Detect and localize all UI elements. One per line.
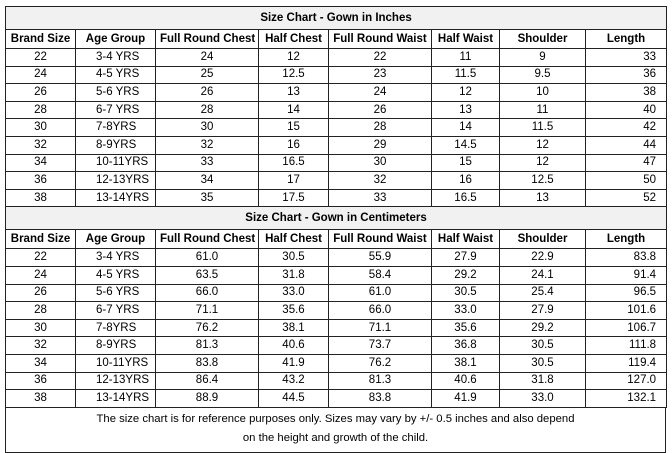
table-cell: 30.5 xyxy=(500,354,586,372)
table-cell: 28 xyxy=(156,101,259,119)
table-cell: 24 xyxy=(6,266,76,284)
table-cell: 10-11YRS xyxy=(76,154,156,172)
table-cell: 8-9YRS xyxy=(76,337,156,355)
table-cell: 30 xyxy=(6,319,76,337)
centimeters-section xyxy=(6,207,667,407)
table-cell: 11 xyxy=(500,101,586,119)
table-cell: 13 xyxy=(432,101,500,119)
table-cell: 111.8 xyxy=(586,337,667,355)
table-cell: 12-13YRS xyxy=(76,172,156,190)
table-cell: 101.6 xyxy=(586,302,667,320)
table-cell: 36 xyxy=(586,66,667,84)
table-cell: 24 xyxy=(6,66,76,84)
header-full-round-waist: Full Round Waist xyxy=(329,230,432,249)
table-cell: 9 xyxy=(500,49,586,67)
table-cell: 26 xyxy=(329,101,432,119)
table-cell: 40 xyxy=(586,101,667,119)
table-cell: 38 xyxy=(6,390,76,408)
table-cell: 106.7 xyxy=(586,319,667,337)
table-cell: 17.5 xyxy=(259,189,329,207)
table-cell: 27.9 xyxy=(500,302,586,320)
table-cell: 32 xyxy=(6,136,76,154)
table-cell: 66.0 xyxy=(156,284,259,302)
table-row xyxy=(6,302,667,320)
table-cell: 40.6 xyxy=(432,372,500,390)
table-cell: 12 xyxy=(432,84,500,102)
table-row xyxy=(6,337,667,355)
table-cell: 35 xyxy=(156,189,259,207)
table-row xyxy=(6,66,667,84)
table-cell: 12-13YRS xyxy=(76,372,156,390)
table-row xyxy=(6,136,667,154)
table-row xyxy=(6,390,667,408)
table-cell: 26 xyxy=(6,284,76,302)
table-row xyxy=(6,249,667,267)
header-half-chest: Half Chest xyxy=(259,230,329,249)
table-cell: 3-4 YRS xyxy=(76,249,156,267)
table-cell: 16.5 xyxy=(432,189,500,207)
table-cell: 83.8 xyxy=(586,249,667,267)
header-age-group: Age Group xyxy=(76,230,156,249)
table-row xyxy=(6,354,667,372)
table-cell: 13-14YRS xyxy=(76,189,156,207)
table-cell: 36.8 xyxy=(432,337,500,355)
table-cell: 71.1 xyxy=(156,302,259,320)
table-cell: 33.0 xyxy=(259,284,329,302)
table-cell: 30 xyxy=(6,119,76,137)
table-cell: 61.0 xyxy=(329,284,432,302)
table-cell: 12 xyxy=(500,154,586,172)
table-cell: 41.9 xyxy=(432,390,500,408)
table-cell: 11.5 xyxy=(432,66,500,84)
table-cell: 10-11YRS xyxy=(76,354,156,372)
size-chart-table xyxy=(5,6,667,408)
table-cell: 71.1 xyxy=(329,319,432,337)
table-cell: 63.5 xyxy=(156,266,259,284)
table-cell: 6-7 YRS xyxy=(76,101,156,119)
table-row xyxy=(6,266,667,284)
table-cell: 24 xyxy=(329,84,432,102)
disclaimer-line-1: The size chart is for reference purposes only. Sizes may vary by +/- 0.5 inches and also depend xyxy=(96,412,575,425)
table-cell: 28 xyxy=(6,302,76,320)
table-cell: 30.5 xyxy=(432,284,500,302)
table-cell: 6-7 YRS xyxy=(76,302,156,320)
header-shoulder: Shoulder xyxy=(500,230,586,249)
table-cell: 50 xyxy=(586,172,667,190)
table-cell: 40.6 xyxy=(259,337,329,355)
table-cell: 12.5 xyxy=(259,66,329,84)
table-cell: 22.9 xyxy=(500,249,586,267)
table-cell: 42 xyxy=(586,119,667,137)
table-cell: 41.9 xyxy=(259,354,329,372)
table-cell: 8-9YRS xyxy=(76,136,156,154)
table-cell: 10 xyxy=(500,84,586,102)
table-cell: 30 xyxy=(156,119,259,137)
table-row xyxy=(6,101,667,119)
header-half-waist: Half Waist xyxy=(432,30,500,49)
table-cell: 23 xyxy=(329,66,432,84)
table-cell: 47 xyxy=(586,154,667,172)
table-cell: 38 xyxy=(6,189,76,207)
table-cell: 32 xyxy=(156,136,259,154)
table-cell: 22 xyxy=(329,49,432,67)
centimeters-title: Size Chart - Gown in Centimeters xyxy=(6,207,667,230)
table-cell: 81.3 xyxy=(329,372,432,390)
table-cell: 38 xyxy=(586,84,667,102)
table-row xyxy=(6,84,667,102)
inches-section xyxy=(6,7,667,207)
table-cell: 32 xyxy=(329,172,432,190)
table-cell: 7-8YRS xyxy=(76,319,156,337)
table-cell: 43.2 xyxy=(259,372,329,390)
table-cell: 132.1 xyxy=(586,390,667,408)
table-cell: 4-5 YRS xyxy=(76,266,156,284)
table-cell: 76.2 xyxy=(329,354,432,372)
table-row xyxy=(6,319,667,337)
table-cell: 55.9 xyxy=(329,249,432,267)
table-cell: 9.5 xyxy=(500,66,586,84)
table-cell: 7-8YRS xyxy=(76,119,156,137)
table-cell: 83.8 xyxy=(329,390,432,408)
table-cell: 34 xyxy=(6,354,76,372)
table-cell: 13-14YRS xyxy=(76,390,156,408)
table-cell: 31.8 xyxy=(259,266,329,284)
table-row xyxy=(6,189,667,207)
header-half-waist: Half Waist xyxy=(432,230,500,249)
table-cell: 36 xyxy=(6,172,76,190)
table-row xyxy=(6,119,667,137)
header-full-round-chest: Full Round Chest xyxy=(156,30,259,49)
header-brand-size: Brand Size xyxy=(6,30,76,49)
table-cell: 22 xyxy=(6,49,76,67)
table-cell: 12.5 xyxy=(500,172,586,190)
table-cell: 14 xyxy=(259,101,329,119)
table-cell: 28 xyxy=(6,101,76,119)
table-cell: 66.0 xyxy=(329,302,432,320)
table-row xyxy=(6,284,667,302)
table-row xyxy=(6,372,667,390)
table-cell: 44.5 xyxy=(259,390,329,408)
table-cell: 12 xyxy=(500,136,586,154)
table-cell: 27.9 xyxy=(432,249,500,267)
table-cell: 15 xyxy=(259,119,329,137)
centimeters-header-row xyxy=(6,230,667,249)
table-cell: 5-6 YRS xyxy=(76,84,156,102)
table-cell: 88.9 xyxy=(156,390,259,408)
table-cell: 34 xyxy=(156,172,259,190)
table-cell: 38.1 xyxy=(259,319,329,337)
table-cell: 3-4 YRS xyxy=(76,49,156,67)
inches-title: Size Chart - Gown in Inches xyxy=(6,7,667,30)
table-cell: 28 xyxy=(329,119,432,137)
table-cell: 35.6 xyxy=(259,302,329,320)
header-age-group: Age Group xyxy=(76,30,156,49)
table-cell: 33 xyxy=(329,189,432,207)
header-shoulder: Shoulder xyxy=(500,30,586,49)
table-cell: 25.4 xyxy=(500,284,586,302)
table-cell: 30.5 xyxy=(259,249,329,267)
header-brand-size: Brand Size xyxy=(6,230,76,249)
table-cell: 26 xyxy=(6,84,76,102)
table-cell: 127.0 xyxy=(586,372,667,390)
table-cell: 83.8 xyxy=(156,354,259,372)
table-cell: 96.5 xyxy=(586,284,667,302)
table-cell: 14 xyxy=(432,119,500,137)
table-cell: 5-6 YRS xyxy=(76,284,156,302)
table-cell: 91.4 xyxy=(586,266,667,284)
table-cell: 58.4 xyxy=(329,266,432,284)
table-cell: 29.2 xyxy=(500,319,586,337)
table-cell: 38.1 xyxy=(432,354,500,372)
size-chart xyxy=(5,6,666,453)
table-cell: 32 xyxy=(6,337,76,355)
table-cell: 31.8 xyxy=(500,372,586,390)
table-cell: 36 xyxy=(6,372,76,390)
table-cell: 25 xyxy=(156,66,259,84)
table-cell: 33.0 xyxy=(432,302,500,320)
table-cell: 86.4 xyxy=(156,372,259,390)
table-cell: 61.0 xyxy=(156,249,259,267)
table-cell: 4-5 YRS xyxy=(76,66,156,84)
table-row xyxy=(6,172,667,190)
table-cell: 24.1 xyxy=(500,266,586,284)
table-cell: 52 xyxy=(586,189,667,207)
table-cell: 33 xyxy=(156,154,259,172)
table-cell: 119.4 xyxy=(586,354,667,372)
header-length: Length xyxy=(586,230,667,249)
table-cell: 29.2 xyxy=(432,266,500,284)
table-cell: 22 xyxy=(6,249,76,267)
table-cell: 16.5 xyxy=(259,154,329,172)
table-cell: 13 xyxy=(259,84,329,102)
table-cell: 24 xyxy=(156,49,259,67)
table-cell: 33.0 xyxy=(500,390,586,408)
table-cell: 35.6 xyxy=(432,319,500,337)
table-cell: 44 xyxy=(586,136,667,154)
table-cell: 30 xyxy=(329,154,432,172)
table-cell: 16 xyxy=(259,136,329,154)
table-cell: 11.5 xyxy=(500,119,586,137)
table-cell: 17 xyxy=(259,172,329,190)
table-cell: 14.5 xyxy=(432,136,500,154)
disclaimer-line-2: on the height and growth of the child. xyxy=(242,431,429,444)
table-row xyxy=(6,154,667,172)
table-cell: 81.3 xyxy=(156,337,259,355)
table-cell: 29 xyxy=(329,136,432,154)
table-cell: 12 xyxy=(259,49,329,67)
table-cell: 26 xyxy=(156,84,259,102)
table-cell: 76.2 xyxy=(156,319,259,337)
table-cell: 73.7 xyxy=(329,337,432,355)
table-cell: 16 xyxy=(432,172,500,190)
header-half-chest: Half Chest xyxy=(259,30,329,49)
table-cell: 11 xyxy=(432,49,500,67)
table-cell: 13 xyxy=(500,189,586,207)
inches-header-row xyxy=(6,30,667,49)
header-length: Length xyxy=(586,30,667,49)
table-cell: 15 xyxy=(432,154,500,172)
header-full-round-waist: Full Round Waist xyxy=(329,30,432,49)
table-cell: 33 xyxy=(586,49,667,67)
header-full-round-chest: Full Round Chest xyxy=(156,230,259,249)
table-cell: 30.5 xyxy=(500,337,586,355)
table-row xyxy=(6,49,667,67)
disclaimer-note xyxy=(5,408,666,453)
table-cell: 34 xyxy=(6,154,76,172)
